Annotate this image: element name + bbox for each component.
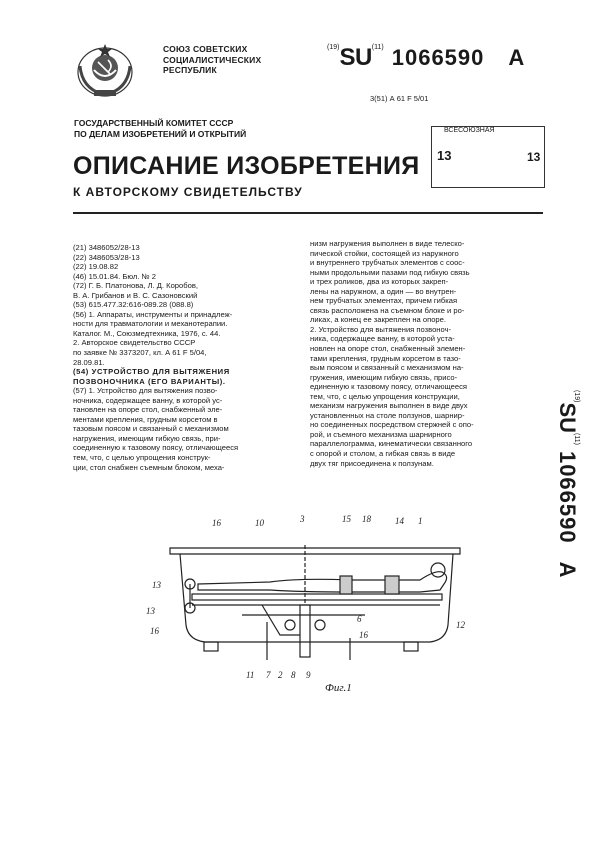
stamp-top-text: ВСЕСОЮЗНАЯ: [444, 127, 495, 134]
tub-foot: [204, 642, 218, 651]
ipc-code-label: 3(51): [370, 94, 388, 103]
text-line: тановлен на опоре стол, снабженный эле-: [73, 405, 223, 415]
text-line: рой, и съемного механизма шарнирного: [310, 429, 452, 439]
committee-name: [74, 118, 246, 139]
text-line: ментами крепления, грудным корсетом в: [73, 414, 218, 424]
text-line: установленных на столе ползунов, шарнир-: [310, 410, 465, 420]
side-patent-number-text: 1066590: [555, 450, 580, 544]
text-line: новлен на опоре стол, снабженный элемен-: [310, 344, 466, 354]
text-line: ПОЗВОНОЧНИКА (ЕГО ВАРИАНТЫ).: [73, 376, 226, 386]
left-column: [73, 243, 313, 472]
roller: [285, 620, 295, 630]
support-column: [300, 605, 310, 657]
roller: [315, 620, 325, 630]
text-line: но соединенных посредством стержней с опо-: [310, 420, 474, 430]
text-line: (72) Г. Б. Платонова, Л. Д. Коробов,: [73, 281, 198, 291]
figure-label: 7: [266, 670, 271, 680]
stamp-mid-text: 13: [437, 148, 452, 163]
text-line: механизм нагружения выполнен в виде двух: [310, 401, 468, 411]
text-line: ночника, содержащее ванну, в которой ус-: [73, 395, 223, 405]
text-line: нагружения, имеющим гибкую связь, при-: [73, 433, 221, 443]
tub-foot: [404, 642, 418, 651]
text-line: и трех роликов, два из которых закреп-: [310, 277, 449, 287]
ipc-classification: [370, 94, 428, 103]
figure-1-drawing: [146, 510, 480, 700]
kind-code: A: [508, 45, 525, 70]
side-number-code-label: (11): [573, 433, 580, 445]
figure-label: 2: [278, 670, 283, 680]
union-name: [163, 44, 261, 76]
figure-label: 14: [395, 516, 404, 526]
text-line: 2. Устройство для вытяжения позвоноч-: [310, 324, 452, 334]
text-line: ции, стол снабжен съемным блоком, меха-: [73, 462, 225, 472]
side-country-code: SU: [555, 402, 580, 434]
text-line: связь расположена на съемном блоке и ро-: [310, 305, 465, 315]
committee-line: ПО ДЕЛАМ ИЗОБРЕТЕНИЙ И ОТКРЫТИЙ: [74, 128, 247, 139]
figure-caption: Фиг.1: [325, 682, 352, 694]
text-line: тем, что, с целью упрощения конструкции,: [310, 391, 460, 401]
union-line: СОЮЗ СОВЕТСКИХ: [163, 44, 248, 54]
union-line: РЕСПУБЛИК: [163, 65, 217, 75]
text-line: 2. Авторское свидетельство СССР: [73, 338, 196, 348]
text-line: тем, что, с целью упрощения конструк-: [73, 453, 211, 463]
right-column: [310, 239, 544, 468]
figure-label: 12: [456, 620, 465, 630]
ipc-value: А 61 F 5/01: [389, 94, 429, 103]
text-line: нем трубчатых элементах, причем гибкая: [310, 296, 458, 306]
text-line: ника, содержащее ванну, в которой уста-: [310, 334, 455, 344]
figure-label: 1: [418, 516, 423, 526]
text-line: лены на наружном, а один — во внутрен-: [310, 286, 457, 296]
patient: [198, 572, 447, 592]
text-line: тазовым поясом и связанный с механизмом: [73, 424, 229, 434]
figure-label: 16: [359, 630, 368, 640]
text-line: (54) УСТРОЙСТВО ДЛЯ ВЫТЯЖЕНИЯ: [73, 367, 230, 377]
figure-label: 16: [150, 626, 159, 636]
country-code: SU: [339, 44, 372, 71]
text-line: 28.09.81.: [73, 357, 105, 367]
stamp-right-text: 13: [527, 150, 541, 164]
figure-label: 9: [306, 670, 311, 680]
text-line: (21) 3486052/28-13: [73, 243, 140, 252]
text-line: гружения, имеющим гибкую связь, присо-: [310, 372, 458, 382]
text-line: (22) 3486053/28-13: [73, 252, 140, 262]
figure-label: 15: [342, 514, 351, 524]
text-line: соединенную к тазовому поясу, отличающееся: [73, 443, 239, 453]
text-line: с опорой и столом, а гибкая связь в виде: [310, 449, 456, 459]
side-patent-number: [536, 390, 584, 690]
text-line: пической стойки, состоящей из наружного: [310, 248, 459, 258]
text-line: единенную к тазовому поясу, отличающееся: [310, 382, 468, 392]
figure-label: 6: [357, 614, 362, 624]
patent-number: 1066590: [391, 45, 485, 70]
chest-corset: [385, 576, 399, 594]
figure-label: 8: [291, 670, 296, 680]
figure-label: 13: [146, 606, 155, 616]
document-subtitle: К АВТОРСКОМУ СВИДЕТЕЛЬСТВУ: [73, 185, 303, 199]
ussr-emblem-icon: [72, 40, 138, 100]
figure-label: 13: [152, 580, 161, 590]
text-line: и внутреннего трубчатых элементов с соос-: [310, 258, 465, 268]
text-line: тами крепления, грудным корсетом в тазо-: [310, 353, 461, 363]
figure-label: 3: [300, 514, 305, 524]
pelvic-belt: [340, 576, 352, 594]
header-divider: [73, 212, 543, 214]
figure-label: 16: [212, 518, 221, 528]
text-line: В. А. Грибанов и В. С. Сазоновский: [73, 290, 198, 300]
text-line: ности для травматологии и механотерапии.: [73, 319, 228, 329]
text-line: (22) 19.08.82: [73, 262, 119, 272]
text-line: двух тяг присоединена к ползунам.: [310, 458, 434, 468]
text-line: низм нагружения выполнен в виде телеско-: [310, 239, 465, 248]
table: [192, 594, 442, 600]
country-code-label: (19): [327, 44, 340, 51]
text-line: параллелограмма, кинематически связанного: [310, 439, 473, 449]
bath-tub: [170, 548, 460, 642]
text-line: (46) 15.01.84. Бюл. № 2: [73, 271, 157, 281]
text-line: Каталог. М., Союзмедтехника, 1976, с. 44.: [73, 328, 221, 338]
side-kind-code: A: [555, 561, 580, 578]
side-country-code-label: (19): [573, 390, 580, 403]
text-line: ными продольными пазами под гибкую связь: [310, 267, 470, 277]
union-line: СОЦИАЛИСТИЧЕСКИХ: [163, 54, 262, 65]
committee-line: ГОСУДАРСТВЕННЫЙ КОМИТЕТ СССР: [74, 118, 234, 128]
text-line: (56) 1. Аппараты, инструменты и принадлеж-: [73, 309, 233, 319]
document-title: ОПИСАНИЕ ИЗОБРЕТЕНИЯ: [73, 152, 420, 180]
figure-label: 10: [255, 518, 264, 528]
text-line: (53) 615.477.32:616-089.28 (088.8): [73, 300, 194, 310]
figure-label: 11: [246, 670, 255, 680]
figure-label: 18: [362, 514, 371, 524]
text-line: ликах, а конец ее закреплен на опоре.: [310, 315, 446, 325]
text-line: (57) 1. Устройство для вытяжения позво-: [73, 386, 218, 396]
text-line: по заявке № 3373207, кл. А 61 F 5/04,: [73, 348, 207, 358]
number-code-label: (11): [371, 44, 384, 51]
text-line: вым поясом и связанный с механизмом на-: [310, 363, 464, 373]
patent-number-block: [327, 44, 524, 72]
